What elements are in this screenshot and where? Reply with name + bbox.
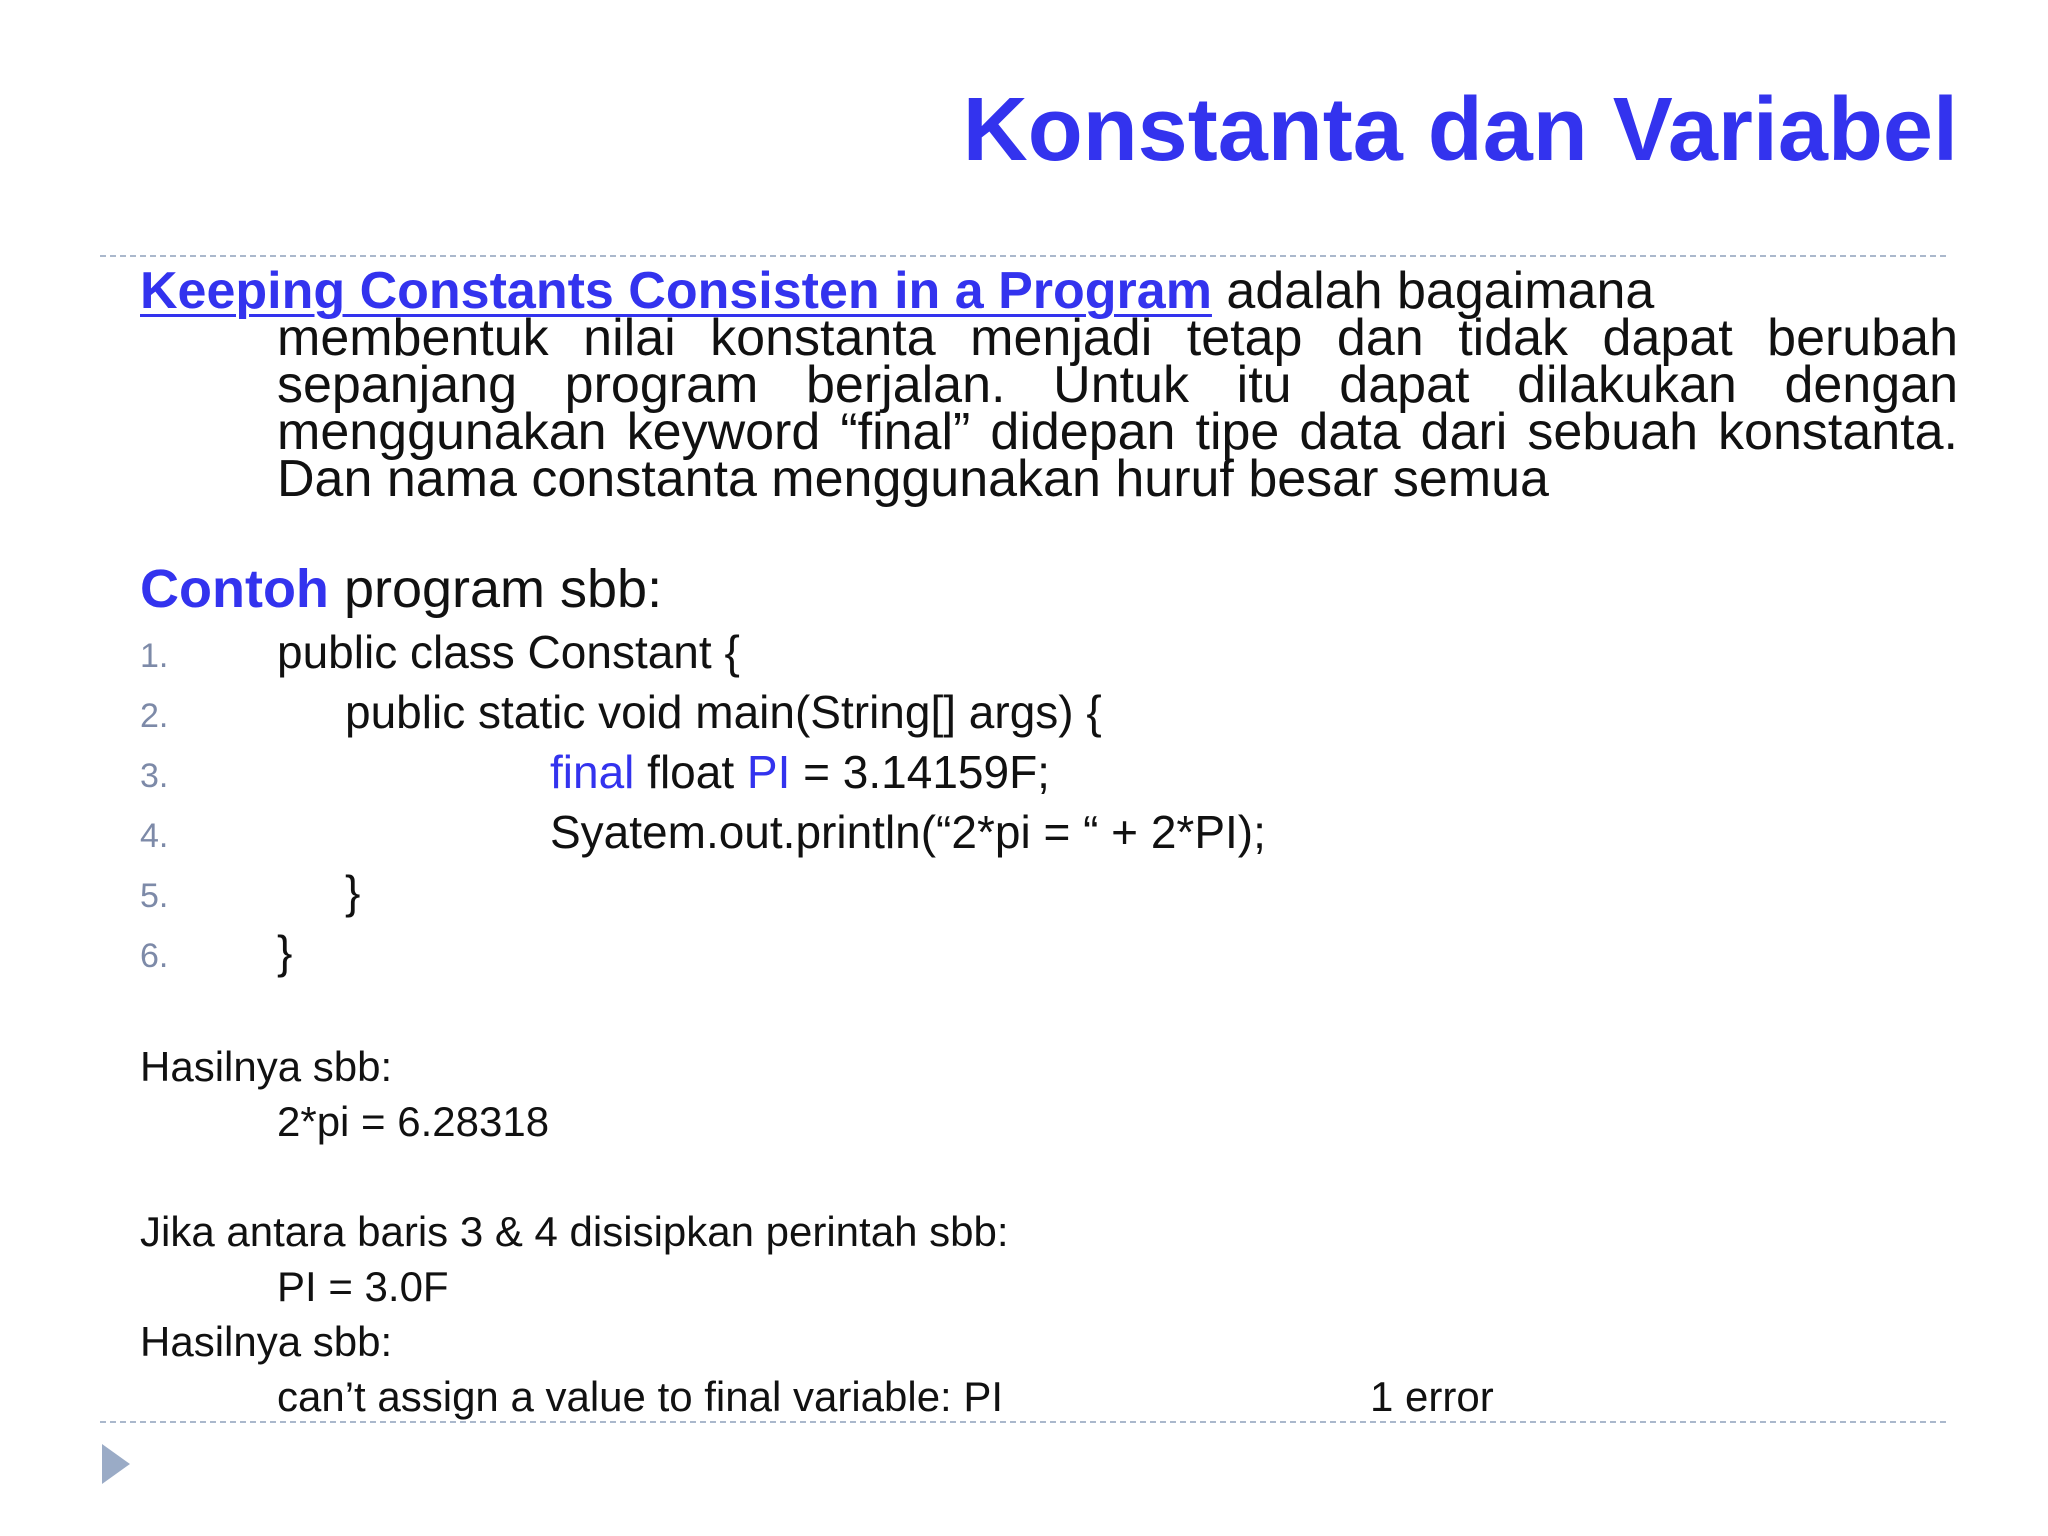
- error-label: Hasilnya sbb:: [140, 1318, 393, 1365]
- code-listing: [140, 622, 1940, 982]
- bottom-divider: [100, 1421, 1946, 1423]
- code-text: }: [345, 866, 361, 918]
- final-keyword: final: [550, 746, 635, 798]
- line-number: 4.: [140, 817, 169, 855]
- intro-paragraph: [140, 262, 1958, 508]
- code-line-3: [140, 742, 1940, 802]
- intro-first-line-rest: adalah bagaimana: [1226, 262, 1655, 320]
- code-line-6: [140, 922, 1940, 982]
- constant-name: PI: [746, 746, 791, 798]
- insert-label: Jika antara baris 3 & 4 disisipkan perintah sbb:: [140, 1208, 1009, 1255]
- result-value: 2*pi = 6.28318: [277, 1098, 550, 1145]
- code-line-4: [140, 802, 1940, 862]
- code-text: }: [277, 926, 293, 978]
- slide-title: Konstanta dan Variabel: [962, 80, 1958, 180]
- code-line-1: [140, 622, 1940, 682]
- line-number: 5.: [140, 877, 169, 915]
- code-text: public static void main(String[] args) {: [345, 686, 1102, 738]
- example-keyword: Contoh: [140, 559, 329, 619]
- example-heading: [140, 556, 662, 622]
- insert-value: PI = 3.0F: [277, 1263, 449, 1310]
- intro-body: membentuk nilai konstanta menjadi tetap dan tidak dapat berubah sepanjang program berjalan. Untuk itu dapat dilakukan dengan menggunakan keyword “final” didepan tipe data dari sebuah konstanta. Dan nama constanta menggunakan huruf besar semua: [277, 309, 1958, 508]
- code-text: [550, 742, 1050, 802]
- code-line-5: [140, 862, 1940, 922]
- error-count: 1 error: [1370, 1373, 1494, 1420]
- line-number: 6.: [140, 937, 169, 975]
- example-heading-rest: program sbb:: [343, 559, 663, 619]
- intro-lead-link[interactable]: Keeping Constants Consisten in a Program: [140, 262, 1212, 320]
- code-text: public class Constant {: [277, 626, 740, 678]
- code-line-2: [140, 682, 1940, 742]
- result-label: Hasilnya sbb:: [140, 1043, 393, 1090]
- line-number: 3.: [140, 757, 169, 795]
- error-message: can’t assign a value to final variable: PI: [277, 1373, 1004, 1420]
- line-number: 2.: [140, 697, 169, 735]
- top-divider: [100, 255, 1946, 257]
- line-number: 1.: [140, 637, 169, 675]
- type-keyword: float: [647, 746, 735, 798]
- play-triangle-icon[interactable]: [102, 1444, 130, 1484]
- assignment: = 3.14159F;: [803, 746, 1050, 798]
- code-text: Syatem.out.println(“2*pi = “ + 2*PI);: [550, 806, 1266, 858]
